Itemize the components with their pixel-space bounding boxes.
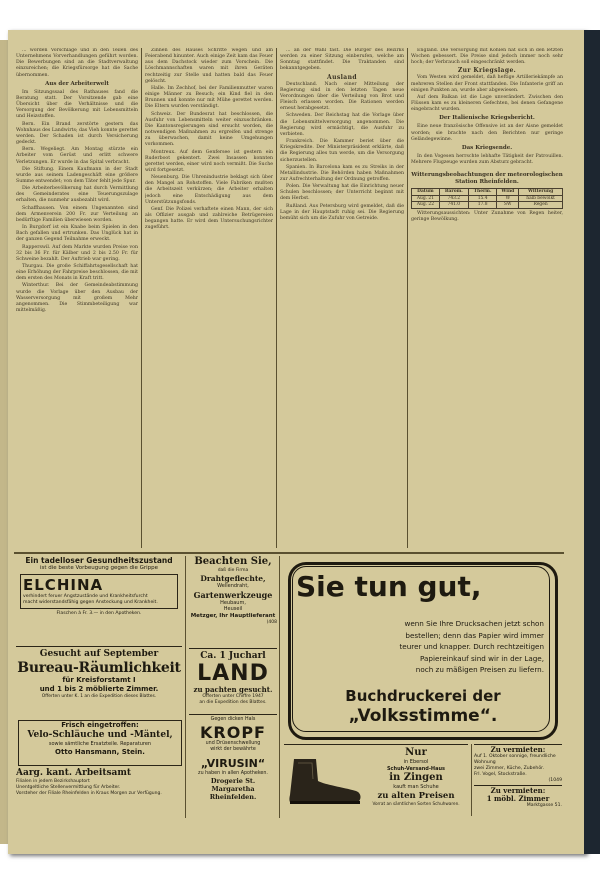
beachten-l3: Gartenwerkzeuge (193, 589, 273, 600)
bureau-main: Bureau-Räumlichkeit (17, 660, 181, 676)
land-main: LAND (197, 661, 269, 686)
ad-column-rule (185, 556, 186, 818)
weather-cell: Aug. 22 (412, 202, 440, 209)
velo-top: Frisch eingetroffen: (61, 721, 139, 729)
virusin-l3: Rheinfelden. (209, 793, 257, 801)
col2-paragraph: Genf. Die Polizei verhaftete einen Mann, der sich als Offizier ausgab und zahlreiche Betrügereien begangen hatte. Er wird dem Untersuchungsrichter zugeführt. (145, 206, 273, 231)
weather-table (411, 188, 563, 209)
sietun-headline: Sie tun gut, (296, 570, 482, 603)
col3-paragraph: ... an der Wahl fast. Die Bürger des Bezirks werden zu einer Sitzung einberufen, welche am Sonntag stattfindet. Die Traktanden sind bekanntgegeben. (280, 48, 404, 72)
col4-paragraph: England. Die Versorgung mit Kohlen hat sich in den letzten Wochen gebessert. Die Preise sind jedoch immer noch sehr hoch; der Verbrauch soll eingeschränkt werden. (411, 48, 563, 66)
weather-cell: halb bewölkt (519, 195, 563, 202)
land-l2: Offerten unter Chiffre 1947 (202, 694, 264, 699)
schuhe-l4: kauft man Schuhe (393, 784, 439, 790)
col1-paragraph: Die Arbeiterbevölkerung hat durch Vermittlung des Gemeinderates eine Teuerungszulage erhalten, die nunmehr ausbezahlt wird. (16, 186, 138, 204)
schuhe-ad (284, 744, 468, 817)
weather-cell: 15.4 (468, 195, 497, 202)
elchina-desc2: macht widerstandsfähig gegen Ansteckung und Krankheit. (23, 600, 158, 605)
velo-main: Velo-Schläuche und -Mäntel, (27, 730, 173, 740)
arbeitsamt-l2: Unentgeltliche Stellenvermittlung für Arbeiter. (16, 785, 121, 790)
vermieten-title: Zu vermieten: (490, 745, 546, 754)
weather-footer: Witterungsaussichten: Unter Zunahme von Regen heiter, geringe Bewölkung. (411, 210, 563, 222)
weather-header-cell: Therm. (468, 189, 497, 196)
kriegslage-heading: Zur Kriegslage. (457, 67, 517, 75)
boot-icon (286, 757, 364, 807)
weather-row (412, 202, 563, 209)
weather-cell: Regen (519, 202, 563, 209)
elchina-desc: verhindert feruer Angstzustände und Krankheitsfurcht (23, 594, 148, 599)
beachten-sub: daß die Firma (217, 568, 249, 573)
col3-paragraph: Deutschland. Nach einer Mitteilung der Regierung sind in den letzten Tagen neue Verordnungen über die Verteilung von Brot und Fleisch erlassen worden. Die Rationen werden erneut herabgesetzt. (280, 81, 404, 112)
col2-paragraph: Halle. Im Zechhof, bei der Familienmutter waren einige Männer zu Besuch; ein Kind fiel in den Brunnen und konnte nur mit Mühe gerettet werden. Die Eltern wurden verständigt. (145, 85, 273, 110)
elchina-top: Ein tadelloser Gesundheitszustand (25, 556, 173, 565)
bureau-ad (16, 646, 182, 717)
schuhe-text (366, 747, 466, 806)
column-rule (407, 48, 408, 548)
col4-paragraph: Auf dem Balkan ist die Lage unverändert. Zwischen den Flüssen kam es zu kleineren Gefechten, bei denen Gefangene eingebracht wurden. (411, 94, 563, 113)
column-2 (145, 48, 273, 548)
col2-paragraph: Schweiz. Der Bundesrat hat beschlossen, die Ausfuhr von Lebensmitteln weiter einzuschränken. Die Kantonsregierungen sind ersucht worden, die notwendigen Maßnahmen zu ergreifen und strenge zu überwachen, damit keine Umgehungen vorkommen. (145, 111, 273, 148)
sietun-firm1: Buchdruckerei der (345, 687, 501, 705)
kropf-l1: und Drüsenschwellung (205, 740, 261, 746)
col3-paragraph: Polen. Die Verwaltung hat die Einrichtung neuer Schulen beschlossen; der Unterricht beginnt mit dem Herbst. (280, 184, 404, 202)
weather-cell: 743.2 (439, 195, 468, 202)
weather-title: Witterungsbeobachtungen der meteorologischen Station Rheinfelden. (411, 172, 563, 186)
col3-paragraph: Spanien. In Barcelona kam es zu Streiks in der Metallindustrie. Die Behörden haben Maßnahmen zur Aufrechterhaltung der Ordnung getroffen. (280, 164, 404, 182)
col1-paragraph: Im Sitzungssaal des Rathauses fand die Beratung statt. Der Vorsitzende gab eine Übersicht über die Verhältnisse und die Versorgung der Bevölkerung mit Lebensmitteln und Heizstoffen. (16, 89, 138, 120)
beachten-title: Beachten Sie, (194, 556, 272, 567)
col2-paragraph: Zinnen des Hauses Schritte wegen und am Feierabend hinunter. Auch einige Zeit kam das Feuer aus dem Dachstock wieder zum Vorschein. Die Löschmannschaften waren mit ihren Geräten rechtzeitig zur Stelle und hatten bald das Feuer gelöscht. (145, 48, 273, 84)
schuhe-l3: in Zingen (389, 772, 443, 783)
elchina-sub: ist die beste Vorbeugung gegen die Grippe (39, 565, 159, 571)
arbeitsamt-l1: Filialen in jedem Bezirkshauptort (16, 779, 90, 784)
land-l3: an die Expedition des Blattes. (199, 700, 267, 705)
kropf-l2: wirkt der bewährte (210, 747, 256, 752)
sietun-ad (284, 558, 560, 740)
weather-header-cell: Datum (412, 189, 440, 196)
col3-paragraph: Frankreich. Die Kammer beriet über die Kriegskredite. Der Ministerpräsident erklärte, daß die Regierung alles tun werde, um die Versorgung sicherzustellen. (280, 139, 404, 163)
col4-paragraph: Eine neue französische Offensive ist an der Aisne gemeldet worden; sie brachte nach den Berichten nur geringe Geländegewinne. (411, 124, 563, 142)
col3-paragraph: Rußland. Aus Petersburg wird gemeldet, daß die Lage in der Hauptstadt ruhig sei. Die Regierung bemüht sich um die Zufuhr von Getreide. (280, 203, 404, 221)
virusin-l2: Drogerie St. Margaretha (210, 777, 256, 793)
ausland-heading: Ausland (327, 73, 357, 81)
weather-cell: W (497, 195, 519, 202)
elchina-brand: ELCHINA (23, 576, 104, 594)
beachten-l2: Wellendraht, (217, 583, 249, 589)
column-4 (411, 48, 563, 548)
kropf-ad (189, 714, 277, 817)
elchina-ad (16, 556, 182, 642)
weather-header-cell: Wind (497, 189, 519, 196)
col2-paragraph: Neuenburg. Die Uhrenindustrie beklagt sich über den Mangel an Rohstoffen. Viele Fabriken mußten die Arbeitszeit verkürzen; die Arbeiter erhalten jedoch eine Entschädigung aus dem Unterstützungsfonds. (145, 175, 273, 205)
italien-heading: Der Italienische Kriegsbericht. (439, 115, 535, 122)
book-spine (584, 30, 600, 854)
ads-divider (14, 552, 564, 554)
col1-heading: Aus der Arbeiterwelt (45, 80, 109, 87)
weather-header-cell: Witterung (519, 189, 563, 196)
sietun-body-line: wenn Sie Ihre Drucksachen jetzt schon (404, 619, 544, 628)
vermieten2-title: Zu vermieten: (490, 786, 546, 795)
col1-paragraph: In Burgdorf ist ein Knabe beim Spielen in den Bach gefallen und ertrunken. Das Unglück hat in der ganzen Gegend Teilnahme erweckt. (16, 225, 138, 243)
beachten-ad (189, 556, 277, 646)
col1-paragraph: Schaffhausen. Von einem Ungenannten sind dem Armenverein 200 Fr. zur Verteilung an bedürftige Familien überwiesen worden. (16, 205, 138, 223)
kriegsende-heading: Das Kriegsende. (461, 144, 513, 151)
bureau-note: Offerten unter K. 1 an die Expedition dieses Blattes. (41, 694, 157, 699)
land-top: Ca. 1 Jucharl (200, 651, 266, 661)
ad-column-rule (279, 556, 280, 818)
schuhe-l5: zu alten Preisen (377, 790, 455, 801)
schuhe-l2: Schuh-Versand-Haus (386, 765, 446, 772)
bureau-l2: und 1 bis 2 möblierte Zimmer. (39, 685, 159, 693)
virusin-brand: „VIRUSIN“ (200, 756, 266, 770)
vermieten-l2: zwei Zimmer, Küche, Zubehör. (474, 766, 545, 771)
weather-cell: Aug. 21 (412, 195, 440, 202)
schuhe-l1: in Ebersol (403, 759, 429, 765)
vermieten-l1: Auf 1. Oktober sonnige, freundliche Wohnung (474, 754, 556, 765)
col4-paragraph: In den Vogesen herrschte lebhafte Tätigkeit der Patrouillen. Mehrere Flugzeuge wurden zum Absturz gebracht. (411, 153, 563, 166)
column-3 (280, 48, 404, 548)
col1-paragraph: Bern. Wegeliegt. Am Montag stürzte ein Arbeiter vom Gerüst und erlitt schwere Verletzungen. Er wurde in das Spital verbracht. (16, 147, 138, 165)
col1-paragraph: Bern. Ein Brand zerstörte gestern das Wohnhaus des Landwirts; das Vieh konnte gerettet werden. Der Schaden ist durch Versicherung gedeckt. (16, 121, 138, 146)
column-rule (141, 48, 142, 548)
vermieten2-l1: 1 möbl. Zimmer (486, 794, 550, 803)
beachten-l5: Heuseil (223, 606, 243, 612)
weather-cell: 17.8 (468, 202, 497, 209)
sietun-body-line: teurer und knapper. Durch rechtzeitigen (399, 642, 544, 651)
col1-paragraph: Winterthur. Bei der Gemeindeabstimmung wurde die Vorlage über den Ausbau der Wasserversorgung mit großem Mehr angenommen. Die Stimmbeteiligung war mittelmäßig. (16, 283, 138, 314)
elchina-box (20, 574, 178, 609)
column-1 (16, 48, 138, 548)
arbeitsamt-ad (16, 768, 182, 812)
land-l1: zu pachten gesucht. (193, 685, 273, 694)
velo-ad (18, 720, 182, 766)
vermieten-ad (474, 744, 562, 817)
land-ad (189, 648, 277, 713)
kropf-small: Gegen dicken Hals (210, 717, 256, 722)
velo-l1: sowie sämtliche Ersatzteile. Reparaturen (48, 741, 152, 747)
col1-paragraph: Rapperswil. Auf dem Markte wurden Preise von 32 bis 36 Fr. für Kälber und 2 bis 2.50 Fr. für Schweine bezahlt. Der Auftrieb war gering. (16, 244, 138, 262)
sietun-firm2: „Volksstimme“. (348, 706, 498, 726)
beachten-num: (408 (266, 619, 277, 625)
elchina-price: Flaschen à Fr. 3.— in den Apotheken. (56, 611, 142, 616)
ad-column-rule (471, 744, 472, 816)
col1-paragraph: ... worden Vorschläge und in den Teilen des Unternehmens Vorverhandlungen geführt worden. Die Bewerbungen sind an die Stadtverwaltung einzureichen; die Kriegsfürsorge hat die Sache übernommen. (16, 48, 138, 78)
bureau-top: Gesucht auf September (39, 649, 159, 659)
weather-cell: SW (497, 202, 519, 209)
beachten-l1: Drahtgeflechte, (200, 574, 266, 583)
col4-paragraph: Vom Westen wird gemeldet, daß heftige Artilleriekämpfe an mehreren Stellen der Front stattfanden. Die Infanterie griff an einigen Punkten an, wurde aber abgewiesen. (411, 75, 563, 93)
velo-l2: Otto Hansmann, Stein. (55, 747, 145, 756)
col1-paragraph: Thurgau. Die große Schiffahrtsgesellschaft hat eine Erhöhung der Fahrpreise beschlossen, die mit dem ersten des Monats in Kraft tritt. (16, 264, 138, 282)
sietun-body-line: bestellen; denn das Papier wird immer (405, 630, 544, 640)
sietun-body (344, 618, 544, 676)
arbeitsamt-main: Aarg. kant. Arbeitsamt (16, 768, 132, 778)
vermieten-l3: Frl. Vogel, Stockstraße. (474, 772, 527, 777)
col2-paragraph: Montreux. Auf dem Genfersee ist gestern ein Ruderboot gekentert. Zwei Insassen konnten gerettet werden, einer wird noch vermißt. Die Suche wird fortgesetzt. (145, 149, 273, 173)
beachten-l4: Heubaum, (220, 599, 246, 606)
vermieten2-l2: Marktgasse 51. (526, 803, 562, 808)
sietun-body-line: noch zu mäßigen Preisen zu liefern. (415, 665, 544, 674)
schuhe-l6: Vorrat an sämtlichen Sorten Schuhwaren. (372, 800, 460, 806)
kropf-main: KROPF (200, 722, 266, 742)
schuhe-main: Nur (405, 747, 427, 758)
vermieten-num: (1049 (548, 778, 562, 783)
weather-header-cell: Barom. (439, 189, 468, 196)
bureau-l1: für Kreisforstamt I (62, 676, 136, 684)
column-rule (276, 48, 277, 548)
col1-paragraph: Die Stiftung. Einem Kaufmann in der Stadt wurde aus seinem Ladengeschäft eine größere Summe entwendet; von dem Täter fehlt jede Spur. (16, 166, 138, 184)
virusin-l1: zu haben in allen Apotheken. (198, 770, 268, 776)
arbeitsamt-l3: Vorsteher der Filiale Rheinfelden in Kraus Morgen zur Verfügung. (16, 791, 162, 796)
sietun-body-line: Papiereinkauf sind wir in der Lage, (420, 653, 544, 663)
col3-paragraph: Schweden. Der Reichstag hat die Vorlage über die Lebensmittelversorgung angenommen. Die Regierung wird ermächtigt, die Ausfuhr zu verbieten. (280, 113, 404, 137)
weather-cell: 741.0 (439, 202, 468, 209)
beachten-l6: Metzger, Ihr Hauptlieferant (190, 612, 276, 619)
